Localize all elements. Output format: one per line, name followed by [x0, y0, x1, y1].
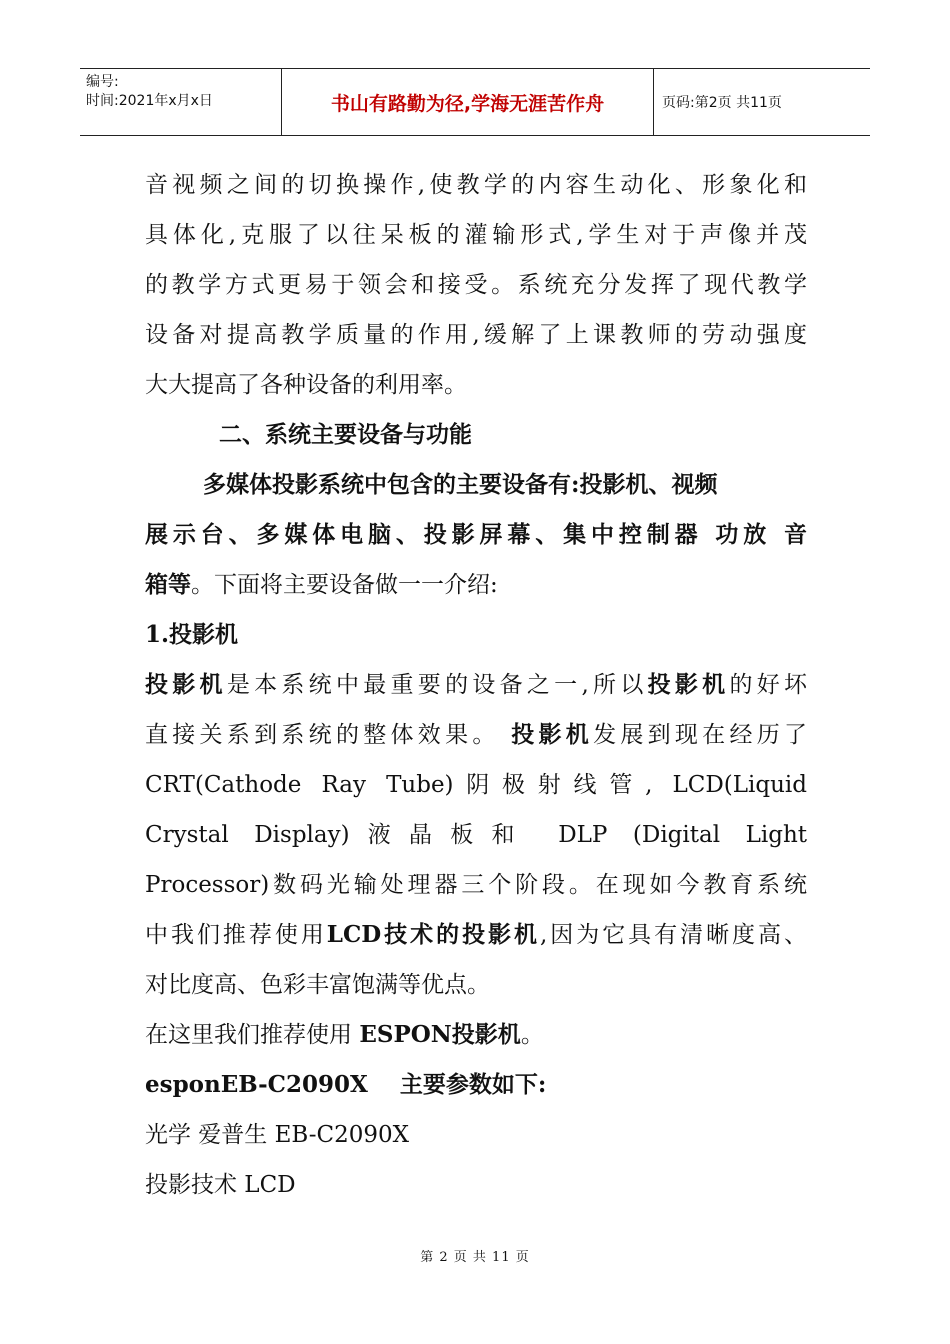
text: 。下面将主要设备做一一介绍: [191, 572, 498, 598]
intro-line: 展示台、多媒体电脑、投影屏幕、集中控制器 功放 音 [145, 521, 807, 548]
recommendation-line [145, 1010, 807, 1060]
spec-line: 投影技术 LCD [145, 1172, 296, 1198]
bold-text: 投影机 [647, 671, 730, 698]
projector-line [145, 710, 807, 760]
projector-line [145, 660, 807, 710]
text: 在这里我们推荐使用 [145, 1022, 360, 1048]
text: 发展到现在经历了 [593, 722, 807, 748]
intro-line: 多媒体投影系统中包含的主要设备有:投影机、视频 [203, 471, 718, 498]
bold-text: 投影机 [145, 671, 227, 698]
bold-text: ESPON投影机 [359, 1021, 521, 1048]
projector-line: 对比度高、色彩丰富饱满等优点。 [145, 972, 490, 998]
intro-line [145, 560, 807, 610]
page-footer: 第 2 页 共 11 页 [420, 1250, 530, 1265]
section-heading: 二、系统主要设备与功能 [219, 421, 472, 448]
header-page-info: 页码:第2页 共11页 [662, 95, 782, 111]
paragraph-line: 具体化,克服了以往呆板的灌输形式,学生对于声像并茂 [145, 222, 807, 248]
text: 直接关系到系统的整体效果。 [145, 722, 512, 748]
document-body [145, 160, 807, 1210]
header-motto: 书山有路勤为径,学海无涯苦作舟 [282, 69, 654, 135]
text: 。 [520, 1022, 544, 1048]
projector-line [145, 910, 807, 960]
bold-text: 投影机 [511, 721, 594, 748]
page-header [80, 68, 870, 136]
paragraph-line: 设备对提高教学质量的作用,缓解了上课教师的劳动强度 [145, 322, 807, 348]
text: 是本系统中最重要的设备之一,所以 [226, 672, 648, 698]
model-heading: esponEB-C2090X 主要参数如下: [145, 1071, 547, 1098]
header-meta [80, 69, 282, 135]
header-time-label: 时间:2021年x月x日 [86, 93, 213, 109]
spec-line: 光学 爱普生 EB-C2090X [145, 1122, 410, 1148]
paragraph-line: 大大提高了各种设备的利用率。 [145, 372, 467, 398]
projector-line: CRT(Cathode Ray Tube)阴极射线管, LCD(Liquid [145, 772, 807, 798]
projector-line: Crystal Display)液晶板和 DLP (Digital Light [145, 822, 807, 848]
header-number-label: 编号: [86, 74, 119, 90]
paragraph-line: 音视频之间的切换操作,使教学的内容生动化、形象化和 [145, 172, 807, 198]
projector-line: Processor)数码光输处理器三个阶段。在现如今教育系统 [145, 872, 807, 898]
bold-text: LCD技术的投影机 [326, 921, 540, 948]
text: 的好坏 [729, 672, 807, 698]
text: 中我们推荐使用 [145, 922, 327, 948]
text: ,因为它具有清晰度高、 [540, 922, 807, 948]
bold-text: 箱等 [145, 571, 191, 598]
item-heading: 1.投影机 [145, 621, 239, 648]
paragraph-line: 的教学方式更易于领会和接受。系统充分发挥了现代教学 [145, 272, 807, 298]
